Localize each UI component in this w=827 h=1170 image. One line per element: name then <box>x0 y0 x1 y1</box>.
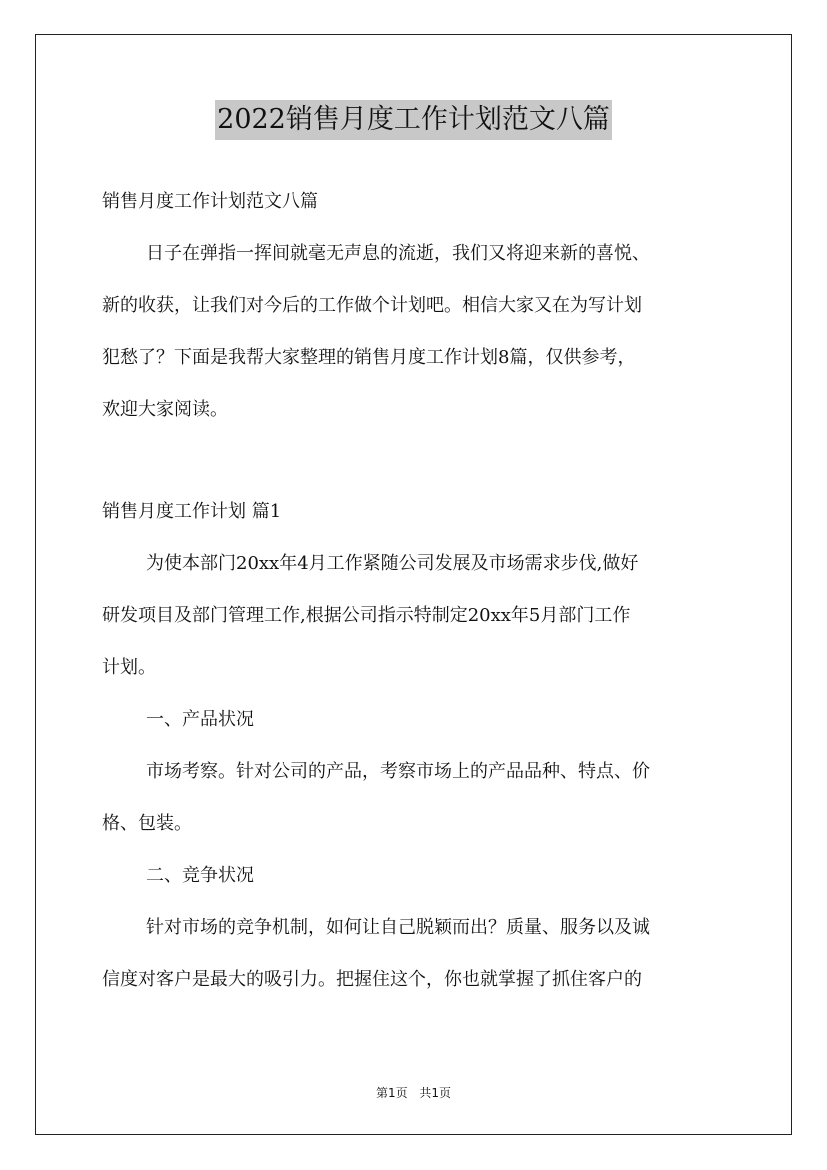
document-subtitle: 销售月度工作计划范文八篇 <box>102 191 318 212</box>
intro-line-4: 欢迎大家阅读。 <box>102 399 228 420</box>
title-wrap <box>0 100 827 140</box>
section-para1-line-1: 为使本部门20xx年4月工作紧随公司发展及市场需求步伐,做好 <box>146 553 639 574</box>
intro-line-3: 犯愁了？下面是我帮大家整理的销售月度工作计划8篇，仅供参考， <box>102 347 636 368</box>
section-heading: 销售月度工作计划 篇1 <box>102 501 282 522</box>
item1-para-line-2: 格、包装。 <box>102 813 192 834</box>
section-para1-line-2: 研发项目及部门管理工作,根据公司指示特制定20xx年5月部门工作 <box>102 605 631 626</box>
intro-line-1: 日子在弹指一挥间就毫无声息的流逝，我们又将迎来新的喜悦、 <box>146 243 650 264</box>
page-total: 共1页 <box>419 1086 452 1100</box>
item2-para-line-1: 针对市场的竞争机制，如何让自己脱颖而出？质量、服务以及诚 <box>146 917 650 938</box>
page-footer <box>0 1084 827 1101</box>
item2-heading: 二、竞争状况 <box>146 865 254 886</box>
intro-line-2: 新的收获，让我们对今后的工作做个计划吧。相信大家又在为写计划 <box>102 295 642 316</box>
item1-para-line-1: 市场考察。针对公司的产品，考察市场上的产品品种、特点、价 <box>146 761 650 782</box>
page-number: 第1页 <box>375 1086 408 1100</box>
document-body <box>102 176 728 1006</box>
paragraph-gap <box>102 436 728 486</box>
document-title: 2022销售月度工作计划范文八篇 <box>215 100 612 140</box>
section-para1-line-3: 计划。 <box>102 657 156 678</box>
item2-para-line-2: 信度对客户是最大的吸引力。把握住这个，你也就掌握了抓住客户的 <box>102 969 642 990</box>
item1-heading: 一、产品状况 <box>146 709 254 730</box>
